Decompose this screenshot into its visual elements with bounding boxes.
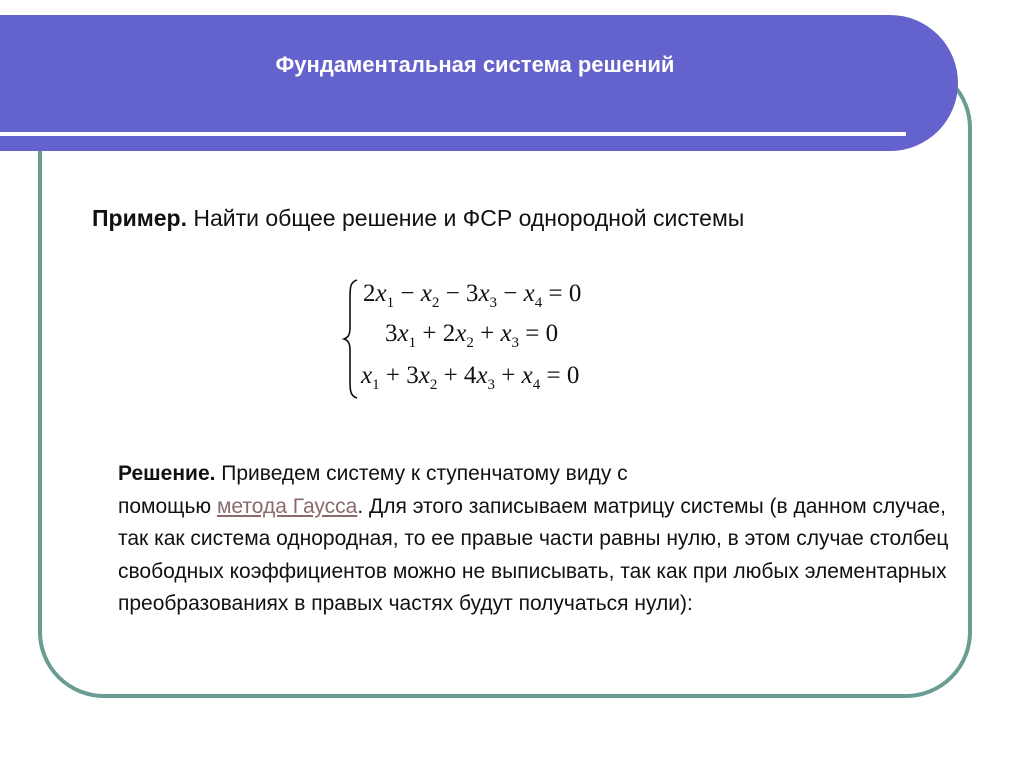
equation-1: $2x_1 - x_2 - 3x_3 - x_4 = 0$ xyxy=(363,280,582,311)
solution-paragraph xyxy=(118,458,958,621)
example-text: Найти общее решение и ФСР однородной системы xyxy=(186,205,745,231)
equation-3: $x_1 + 3x_2 + 4x_3 + x_4 = 0$ xyxy=(361,362,580,393)
equation-2: $3x_1 + 2x_2 + x_3 = 0$ xyxy=(385,320,559,351)
solution-line1: Приведем систему к ступенчатому виду с xyxy=(215,462,628,485)
example-label: Пример. xyxy=(92,205,187,231)
solution-pre-link: помощью xyxy=(118,494,217,518)
gauss-method-link[interactable]: метода Гаусса xyxy=(216,494,358,518)
example-statement xyxy=(92,205,744,232)
solution-label: Решение. xyxy=(118,462,216,485)
system-brace xyxy=(342,278,360,400)
header-band xyxy=(0,15,958,151)
header-divider xyxy=(0,132,906,136)
slide-title: Фундаментальная система решений xyxy=(275,52,675,77)
solution-rest: . Для этого записываем матрицу системы (в данном случае, так как система однородная, то ее правые части равны нулю, в этом случае столбец свободных коэффициентов можно не выписывать, так как при любых элементарных преобразованиях в правых частях будут получаться нули): xyxy=(118,494,949,615)
